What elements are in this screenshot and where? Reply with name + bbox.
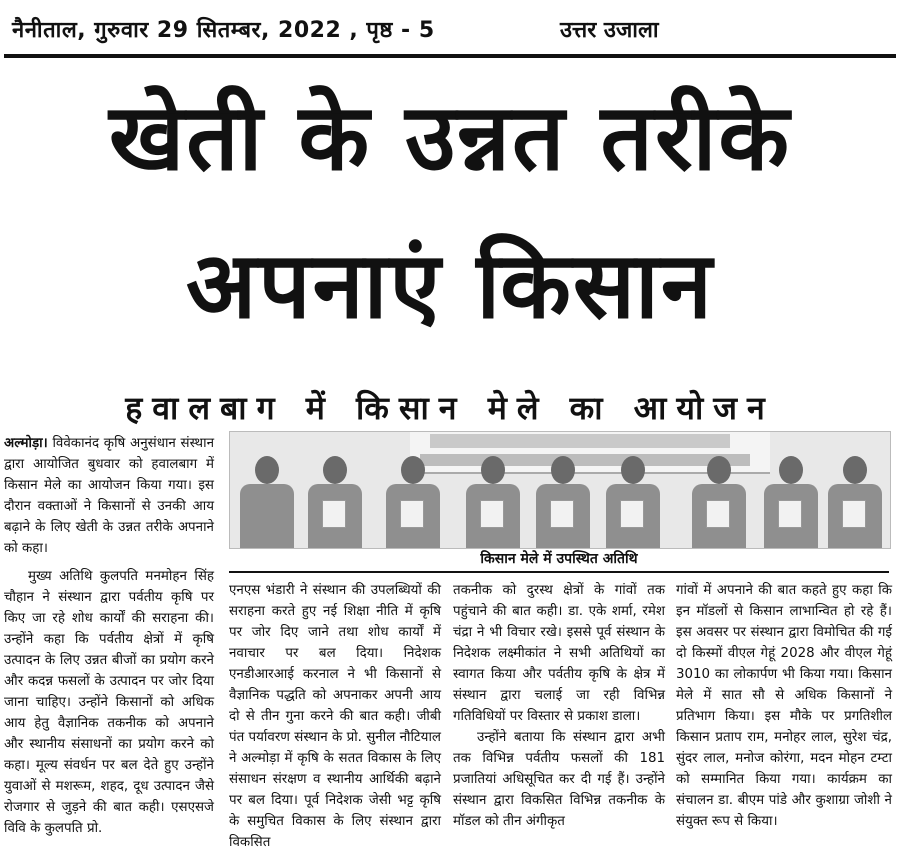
person-figure [532,448,594,548]
person-figure [824,448,886,548]
article-paragraph: मुख्य अतिथि कुलपति मनमोहन सिंह चौहान ने संस्थान द्वारा पर्वतीय कृषि पर किए जा रहे शोध कार्यों की सराहना की। उन्होंने कहा कि पर्वतीय क्षेत्रों में कृषि उत्पादन के लिए उन्नत बीजों का प्रयोग करने और कदन्न फसलों के उत्पादन पर जोर दिया जाना चाहिए। उन्होंने किसानों को अधिक आय हेतु वैज्ञानिक तकनीक को अपनाने और स्थानीय संसाधनों का प्रयोग करने को कहा। मूल्य संवर्धन पर बल देते हुए उन्होंने युवाओं से मशरूम, शहद, दूध उत्पादन जैसे रोजगार से जुड़ने की बात कही। एसएसजे विवि के कुलपति प्रो. [4,569,214,836]
article-paragraph: तकनीक को दुरस्थ क्षेत्रों के गांवों तक पहुंचाने की बात कही। डा. एके शर्मा, रमेश चंद्रा ने भी विचार रखे। इससे पूर्व संस्थान के निदेशक लक्ष्मीकांत ने सभी अतिथियों का स्वागत किया और पर्वतीय कृषि के क्षेत्र में संस्थान द्वारा चलाई जा रही विभिन्न गतिविधियों पर विस्तार से प्रकाश डाला। [453,583,665,724]
article-column-1-intro [4,433,214,559]
article-paragraph: एनएस भंडारी ने संस्थान की उपलब्धियों की सराहना करते हुए नई शिक्षा नीति में कृषि पर जोर दिए जाने तथा शोध कार्यों में नवाचार पर बल दिया। निदेशक एनडीआरआई करनाल ने भी किसानों से वैज्ञानिक पद्धति को अपनाकर अपनी आय दो से तीन गुना करने की बात कही। जीबी पंत पर्यावरण संस्थान के प्रो. सुनील नौटियाल ने अल्मोड़ा में कृषि के सतत विकास के लिए संसाधन संरक्षण व स्थानीय आर्थिकी बढ़ाने पर बल दिया। पूर्व निदेशक जेसी भट्ट कृषि के समुचित विकास के लिए संस्थान द्वारा विकसित [229,583,441,850]
newspaper-name: उत्तर उजाला [560,18,659,43]
banner-text-top [430,434,730,448]
person-figure [602,448,664,548]
article-paragraph: उन्होंने बताया कि संस्थान द्वारा अभी तक विभिन्न पर्वतीय फसलों की 181 प्रजातियां अधिसूचित कर दी गई हैं। उन्होंने संस्थान द्वारा विकसित विभिन्न तकनीक के मॉडल को तीन अंगीकृत [453,730,665,829]
headline-line-1: खेती के उन्नत तरीके [108,84,792,191]
news-photo [229,431,891,549]
masthead [0,0,900,52]
article-paragraph: गांवों में अपनाने की बात कहते हुए कहा कि इन मॉडलों से किसान लाभान्वित हो रहे हैं। इस अवसर पर संस्थान द्वारा विमोचित की गई दो किस्मों वीएल गेहूं 2028 और वीएल गेहूं 3010 का लोकार्पण भी किया गया। किसान मेले में सात सौ से अधिक किसानों ने प्रतिभाग किया। इस मौके पर प्रगतिशील किसान प्रताप राम, मनोहर लाल, सुरेश चंद्र, सुंदर लाल, मनोज कोरंगा, मदन मोहन टम्टा को सम्मानित किया गया। कार्यक्रम का संचालन डा. बीएम पांडे और कुशाग्रा जोशी ने संयुक्त रूप से किया। [676,583,892,829]
person-figure [236,448,298,548]
headline-line-2: अपनाएं किसान [186,232,714,339]
person-figure [688,448,750,548]
edition-dateline: नैनीताल, गुरुवार 29 सितम्बर, 2022 , पृष्ठ - 5 [12,18,435,43]
article-dateline: अल्मोड़ा। [4,436,48,451]
subheadline: हवालबाग में किसान मेले का आयोजन [125,389,775,427]
person-figure [760,448,822,548]
photo-caption: किसान मेले में उपस्थित अतिथि [229,549,889,573]
article-column-3 [453,580,665,832]
masthead-rule [4,54,896,58]
article-column-2 [229,580,441,853]
article-column-4 [676,580,892,832]
article-intro: विवेकानंद कृषि अनुसंधान संस्थान द्वारा आयोजित बुधवार को हवालबाग में किसान मेले का आयोजन किया गया। इस दौरान वक्ताओं ने किसानों से उनकी आय बढ़ाने के लिए खेती के उन्नत तरीके अपनाने को कहा। [4,436,214,556]
person-figure [382,448,444,548]
person-figure [304,448,366,548]
article-column-1 [4,566,214,839]
person-figure [462,448,524,548]
